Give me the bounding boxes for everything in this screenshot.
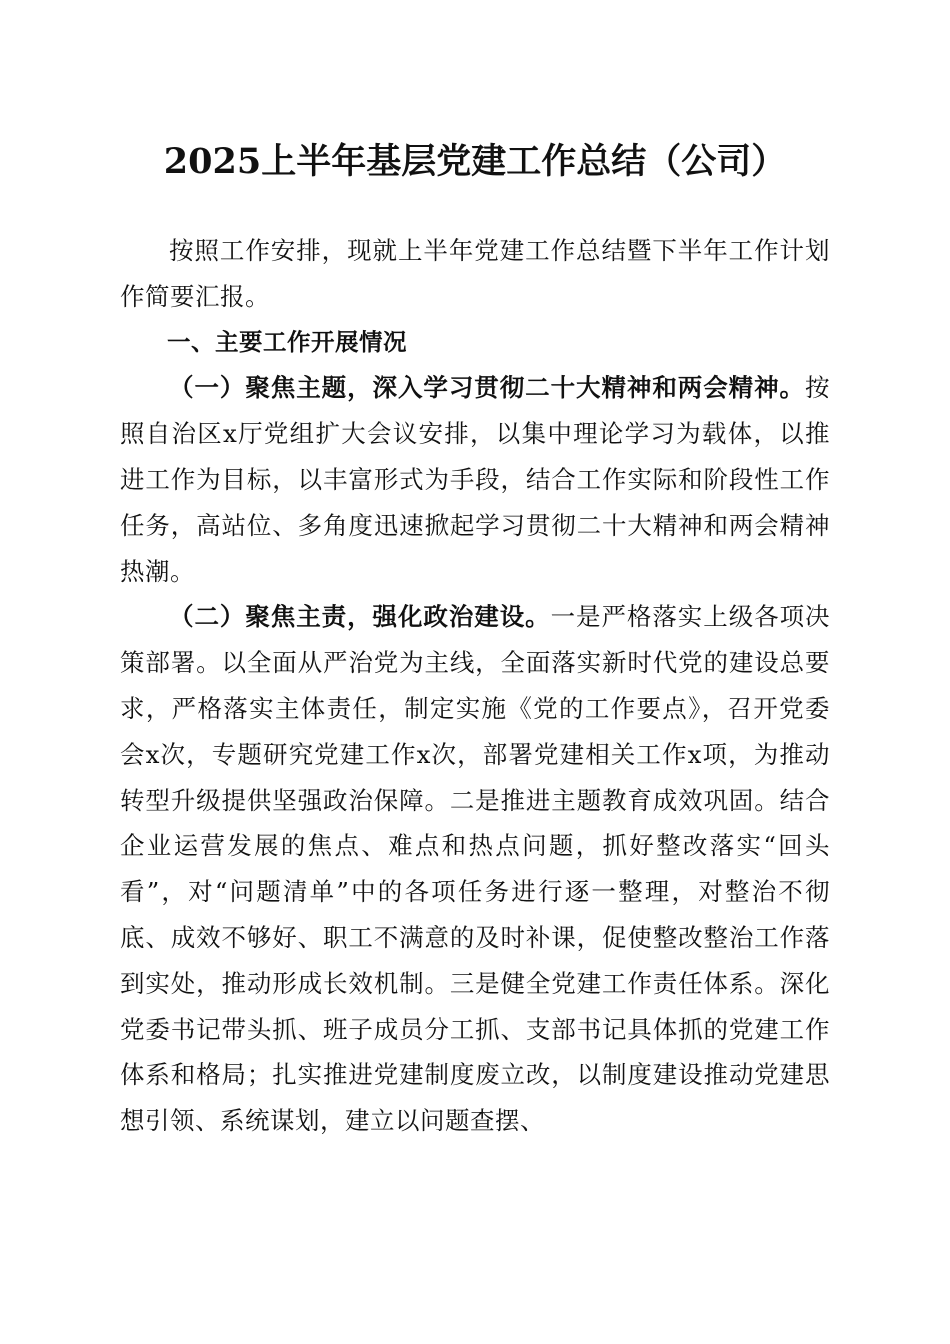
item2-lead: （二）聚焦主责，强化政治建设。 (169, 602, 551, 632)
document-body (120, 228, 830, 1144)
document-title: 2025上半年基层党建工作总结（公司） (163, 141, 787, 182)
item1-lead: （一）聚焦主题，深入学习贯彻二十大精神和两会精神。 (169, 373, 805, 403)
intro-paragraph: 按照工作安排，现就上半年党建工作总结暨下半年工作计划作简要汇报。 (120, 236, 830, 311)
item1-paragraph (120, 365, 830, 594)
item2-paragraph (120, 594, 830, 1144)
item2-text: 一是严格落实上级各项决策部署。以全面从严治党为主线，全面落实新时代党的建设总要求，严格落实主体责任，制定实施《党的工作要点》，召开党委会x次，专题研究党建工作x次，部署党建相关工作x项，为推动转型升级提供坚强政治保障。二是推进主题教育成效巩固。结合企业运营发展的焦点、难点和热点问题，抓好整改落实“回头看”，对“问题清单”中的各项任务进行逐一整理，对整治不彻底、成效不够好、职工不满意的及时补课，促使整改整治工作落到实处，推动形成长效机制。三是健全党建工作责任体系。深化党委书记带头抓、班子成员分工抓、支部书记具体抓的党建工作体系和格局；扎实推进党建制度废立改，以制度建设推动党建思想引领、系统谋划，建立以问题查摆、 (120, 602, 831, 1136)
section-heading: 一、主要工作开展情况 (167, 327, 407, 356)
item1-text: 按照自治区x厅党组扩大会议安排，以集中理论学习为载体，以推进工作为目标，以丰富形式为手段，结合工作实际和阶段性工作任务，高站位、多角度迅速掀起学习贯彻二十大精神和两会精神热潮。 (120, 373, 830, 586)
